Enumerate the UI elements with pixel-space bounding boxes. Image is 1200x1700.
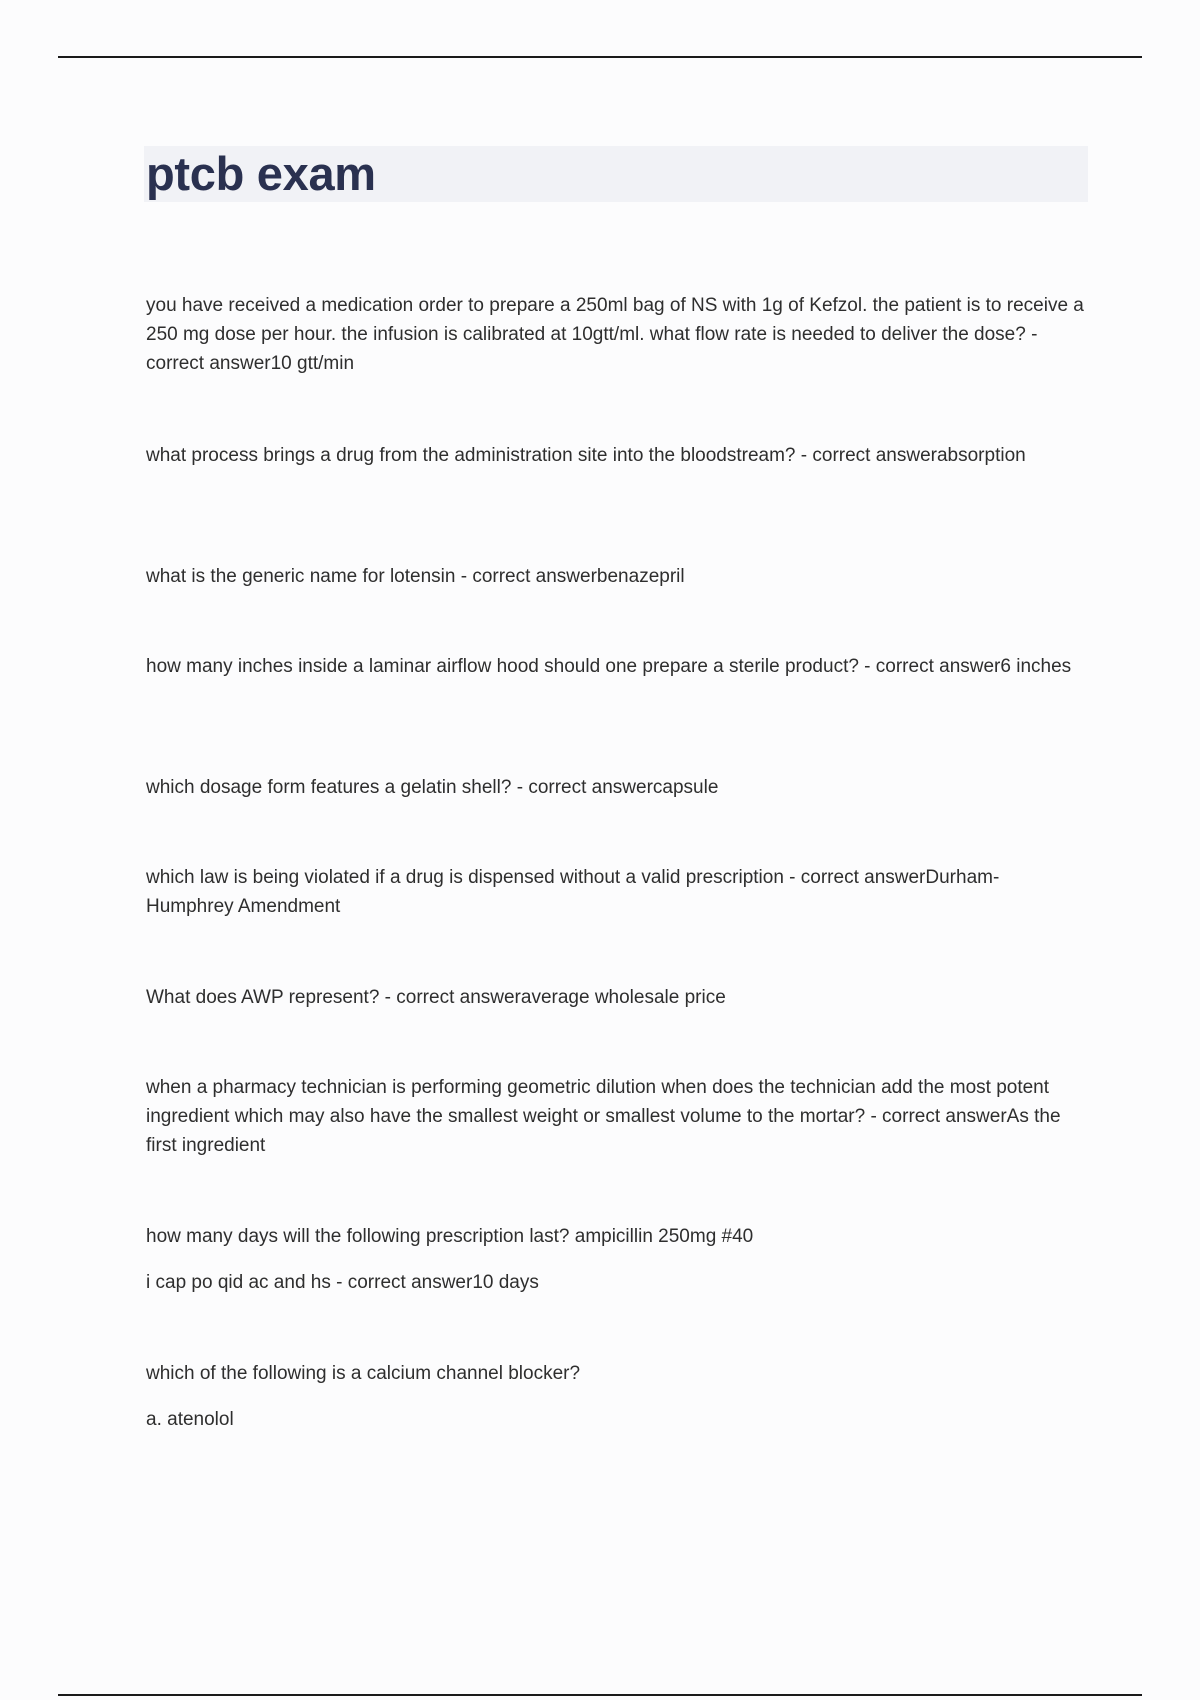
qa-item: [146, 291, 1086, 378]
qa-text-continued: i cap po qid ac and hs - correct answer10 days: [146, 1272, 539, 1293]
bottom-rule: [58, 1694, 1142, 1696]
qa-item: [146, 441, 1086, 470]
qa-text: what is the generic name for lotensin - correct answerbenazepril: [146, 566, 685, 587]
qa-text: how many inches inside a laminar airflow hood should one prepare a sterile product? - correct answer6 inches: [146, 656, 1072, 677]
top-rule: [58, 56, 1142, 58]
qa-text: What does AWP represent? - correct answeraverage wholesale price: [146, 987, 726, 1008]
qa-text: which law is being violated if a drug is dispensed without a valid prescription - correct answerDurham-Humphrey Amendment: [146, 867, 1000, 917]
qa-text: when a pharmacy technician is performing geometric dilution when does the technician add the most potent ingredient which may also have the smallest weight or smallest volume to the mortar? - correct answerAs the first ingredient: [146, 1077, 1061, 1156]
qa-item: [146, 983, 1086, 1012]
page-title: ptcb exam: [146, 147, 376, 200]
qa-item: [146, 863, 1086, 921]
qa-item: [146, 562, 1086, 591]
qa-option: a. atenolol: [146, 1409, 234, 1430]
qa-item: [146, 1359, 1086, 1434]
qa-text: you have received a medication order to prepare a 250ml bag of NS with 1g of Kefzol. the patient is to receive a 250 mg dose per hour. the infusion is calibrated at 10gtt/ml. what flow rate is needed to deliver the dose? - correct answer10 gtt/min: [146, 295, 1084, 374]
qa-text: which dosage form features a gelatin shell? - correct answercapsule: [146, 777, 719, 798]
qa-item: [146, 773, 1086, 802]
qa-text: what process brings a drug from the administration site into the bloodstream? - correct answerabsorption: [146, 445, 1026, 466]
qa-item: [146, 1073, 1086, 1160]
qa-text: how many days will the following prescription last? ampicillin 250mg #40: [146, 1226, 754, 1247]
qa-item: [146, 652, 1086, 681]
qa-item: [146, 1222, 1086, 1297]
qa-text: which of the following is a calcium channel blocker?: [146, 1363, 581, 1384]
